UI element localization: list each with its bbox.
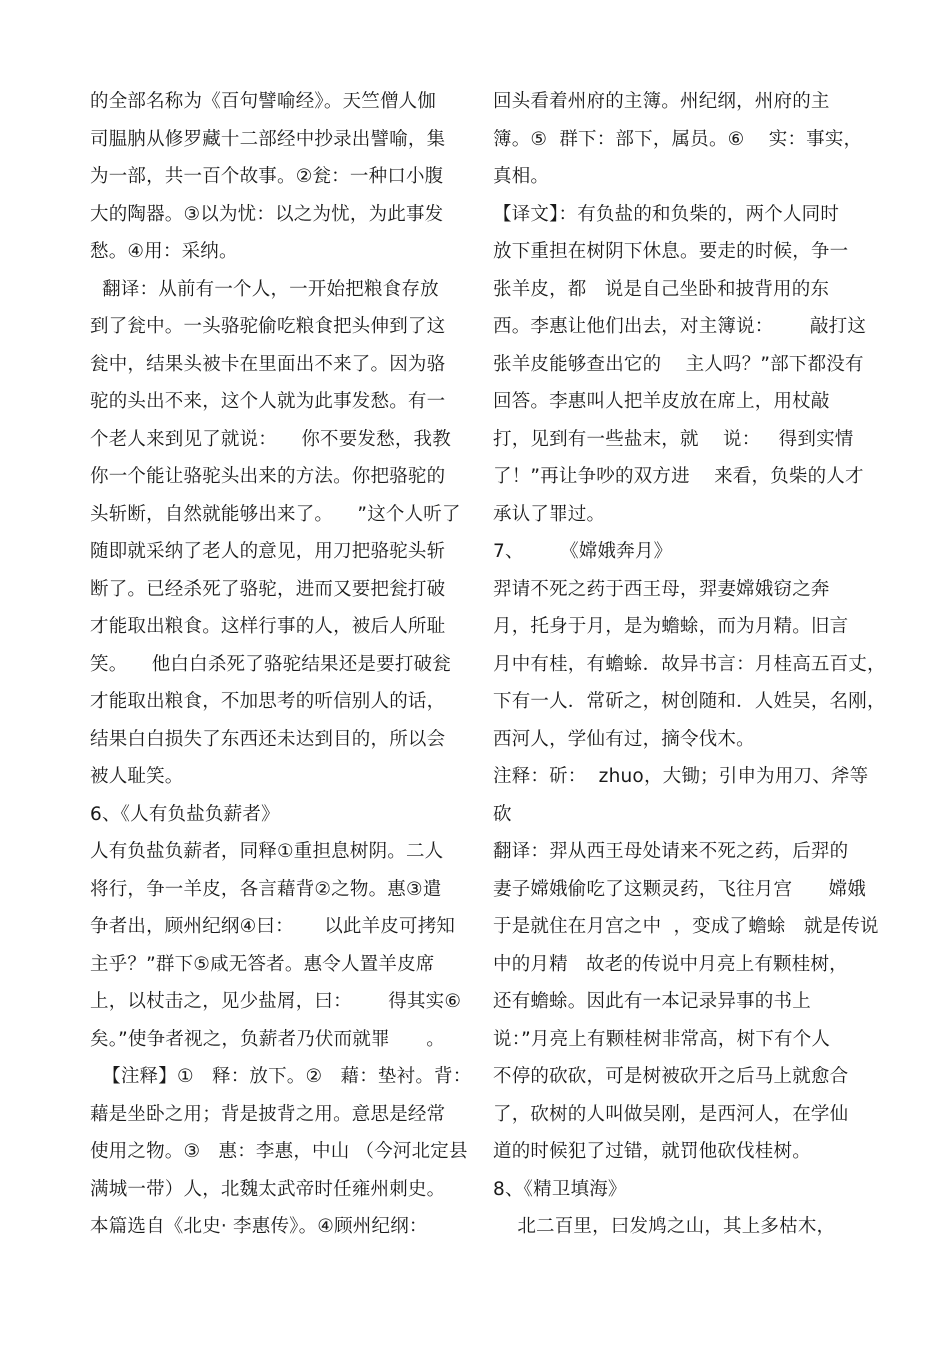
text-line: 8、《精卫填海》 xyxy=(493,1178,627,1200)
text-line: 真相。 xyxy=(493,166,550,187)
text-line: 回头看着州府的主簿。州纪纲，州府的主 xyxy=(493,91,830,112)
text-line: 打，见到有一些盐末，就 说： 得到实情 xyxy=(493,428,854,450)
text-line: 了，砍树的人叫做吴刚，是西河人，在学仙 xyxy=(493,1103,849,1125)
text-line: 簿。⑤ 群下：部下，属员。⑥ 实：事实， xyxy=(493,128,863,150)
text-line: 人有负盐负薪者，同释①重担息树阴。二人 xyxy=(90,841,444,862)
text-line: 随即就采纳了老人的意见，用刀把骆驼头斩 xyxy=(90,541,446,562)
text-line: 6、《人有负盐负薪者》 xyxy=(90,803,280,825)
text-line: 到了瓮中。一头骆驼偷吃粮食把头伸到了这 xyxy=(90,316,446,337)
text-line: 断了。已经杀死了骆驼，进而又要把瓮打破 xyxy=(90,578,446,600)
text-line: 被人耻笑。 xyxy=(90,766,184,787)
text-line: 翻译：羿从西王母处请来不死之药，后羿的 xyxy=(493,841,849,862)
text-line: 7、 《嫦娥奔月》 xyxy=(493,541,673,562)
text-line: 争者出，顾州纪纲④曰： 以此羊皮可拷知 xyxy=(90,916,456,937)
text-line: 张羊皮，都 说是自己坐卧和披背用的东 xyxy=(493,278,830,300)
text-line: 的全部名称为《百句譬喻经》。天竺僧人伽 xyxy=(90,91,437,112)
text-line: 张羊皮能够查出它的 主人吗？”部下都没有 xyxy=(493,353,864,375)
left-text-column xyxy=(90,83,470,1246)
text-line: 个老人来到见了就说： 你不要发愁，我教 xyxy=(90,428,451,450)
text-line: 将行，争一羊皮，各言藉背②之物。惠③遣 xyxy=(90,878,442,900)
text-line: 月中有桂，有蟾蜍．故异书言：月桂高五百丈， xyxy=(493,653,886,675)
text-line: 主乎？”群下⑤咸无答者。惠令人置羊皮席 xyxy=(90,953,435,975)
text-line: 砍 xyxy=(493,803,512,825)
text-line: 还有蟾蜍。因此有一本记录异事的书上 xyxy=(493,991,811,1012)
text-line: 北二百里，曰发鸠之山，其上多枯木， xyxy=(493,1216,836,1237)
text-line: 【注释】① 释：放下。② 藉：垫衬。背： xyxy=(90,1066,472,1087)
text-line: 西河人，学仙有过，摘令伐木。 xyxy=(493,728,755,750)
text-line: 【译文】：有负盐的和负柴的，两个人同时 xyxy=(493,203,840,225)
text-line: 瓮中，结果头被卡在里面出不来了。因为骆 xyxy=(90,353,446,375)
text-line: 道的时候犯了过错，就罚他砍伐桂树。 xyxy=(493,1141,811,1162)
text-line: 西。李惠让他们出去，对主簿说： 敲打这 xyxy=(493,316,867,337)
text-line: 承认了罪过。 xyxy=(493,503,606,525)
text-line: 大的陶器。③以为忧：以之为忧，为此事发 xyxy=(90,203,444,225)
text-line: 头斩断，自然就能够出来了。 ”这个人听了 xyxy=(90,503,461,525)
text-line: 满城一带）人，北魏太武帝时任雍州刺史。 xyxy=(90,1178,446,1200)
text-line: 中的月精 故老的传说中月亮上有颗桂树， xyxy=(493,953,848,975)
text-line: 于是就住在月宫之中 ，变成了蟾蜍 就是传说 xyxy=(493,916,879,937)
text-line: 回答。李惠叫人把羊皮放在席上，用杖敲 xyxy=(493,391,830,412)
text-line: 放下重担在树阴下休息。要走的时候，争一 xyxy=(493,241,849,262)
text-line: 使用之物。③ 惠：李惠，中山 （今河北定县 xyxy=(90,1141,468,1162)
text-line: 翻译：从前有一个人，一开始把粮食存放 xyxy=(90,278,439,300)
text-line: 笑。 他白白杀死了骆驼结果还是要打破瓮 xyxy=(90,653,451,675)
text-line: 下有一人．常斫之，树创随和．人姓吴，名刚， xyxy=(493,691,886,712)
text-line: 了！”再让争吵的双方进 来看，负柴的人才 xyxy=(493,466,864,487)
text-line: 羿请不死之药于西王母，羿妻嫦娥窃之奔 xyxy=(493,578,830,600)
text-line: 结果白白损失了东西还未达到目的，所以会 xyxy=(90,728,446,750)
text-line: 藉是坐卧之用；背是披背之用。意思是经常 xyxy=(90,1103,446,1125)
text-line: 注释：斫： zhuo，大锄；引申为用刀、斧等 xyxy=(493,766,869,787)
text-line: 矣。”使争者视之，负薪者乃伏而就罪 。 xyxy=(90,1028,445,1050)
text-line: 本篇选自《北史· 李惠传》。④顾州纪纲： xyxy=(90,1216,428,1237)
text-line: 驼的头出不来，这个人就为此事发愁。有一 xyxy=(90,391,446,412)
text-line: 愁。④用：采纳。 xyxy=(90,241,238,262)
text-line: 不停的砍砍，可是树被砍开之后马上就愈合 xyxy=(493,1066,849,1087)
text-line: 妻子嫦娥偷吃了这颗灵药，飞往月宫 嫦娥 xyxy=(493,878,867,900)
text-line: 司腽肭从修罗藏十二部经中抄录出譬喻，集 xyxy=(90,128,446,150)
text-line: 你一个能让骆驼头出来的方法。你把骆驼的 xyxy=(90,466,446,487)
text-line: 说：”月亮上有颗桂树非常高，树下有个人 xyxy=(493,1028,831,1050)
right-text-column xyxy=(493,83,886,1246)
text-line: 才能取出粮食，不加思考的听信别人的话， xyxy=(90,691,446,712)
text-line: 上，以杖击之，见少盐屑，曰： 得其实⑥ xyxy=(90,991,462,1012)
text-line: 才能取出粮食。这样行事的人，被后人所耻 xyxy=(90,616,446,637)
text-line: 为一部，共一百个故事。②瓮：一种口小腹 xyxy=(90,166,444,187)
text-line: 月，托身于月，是为蟾蜍，而为月精。旧言 xyxy=(493,616,849,637)
